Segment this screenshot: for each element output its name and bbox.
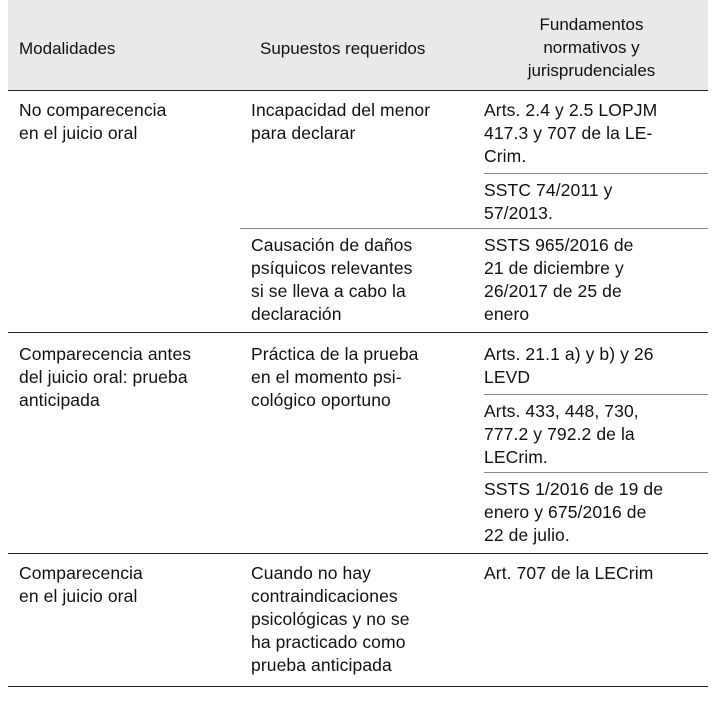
row2-fundamento-1c: SSTS 1/2016 de 19 de enero y 675/2016 de 22 de julio. <box>484 479 664 545</box>
row3-fundamento-1a: Art. 707 de la LECrim <box>484 563 654 583</box>
row1-fundamento-2: SSTS 965/2016 de 21 de diciembre y 26/2017 de 25 de enero <box>484 235 634 324</box>
row1-divider-b <box>240 228 708 229</box>
row2-divider-b <box>484 472 708 473</box>
row1-divider-a <box>484 173 708 174</box>
row2-fundamento-1b: Arts. 433, 448, 730, 777.2 y 792.2 de la LECrim. <box>484 401 639 467</box>
row3-supuesto-1: Cuando no hay contraindicaciones psicológicas y no se ha practicado como prueba anticipada <box>251 563 410 675</box>
table-bottom-border <box>8 686 708 687</box>
header-modalidades: Modalidades <box>19 39 116 58</box>
row1-separator <box>8 332 708 333</box>
row3-modalidad: Comparecencia en el juicio oral <box>19 563 143 606</box>
row2-fundamento-1a: Arts. 21.1 a) y b) y 26 LEVD <box>484 344 654 387</box>
row1-fundamento-1a: Arts. 2.4 y 2.5 LOPJM 417.3 y 707 de la LE- Crim. <box>484 100 658 166</box>
row2-supuesto-1: Práctica de la prueba en el momento psi- cológico oportuno <box>251 344 419 410</box>
row1-supuesto-1: Incapacidad del menor para declarar <box>251 100 431 143</box>
row2-separator <box>8 553 708 554</box>
header-fundamentos: Fundamentos normativos y jurisprudenciales <box>527 15 656 80</box>
row2-modalidad: Comparecencia antes del juicio oral: prueba anticipada <box>19 344 192 410</box>
row1-supuesto-2: Causación de daños psíquicos relevantes si se lleva a cabo la declaración <box>251 235 413 324</box>
row2-divider-a <box>484 394 708 395</box>
row1-fundamento-1b: SSTC 74/2011 y 57/2013. <box>484 180 613 223</box>
legal-table <box>8 0 708 702</box>
row1-modalidad: No comparecencia en el juicio oral <box>19 100 167 143</box>
table-header <box>8 0 708 91</box>
header-supuestos: Supuestos requeridos <box>260 39 426 58</box>
